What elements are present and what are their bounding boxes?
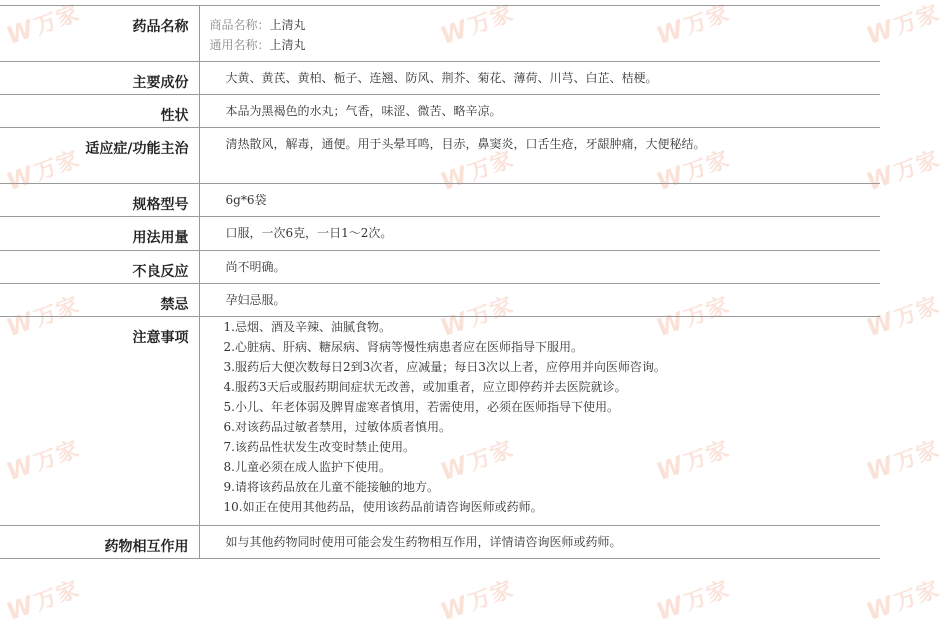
row-ingredients — [0, 62, 880, 95]
dosage-label: 用法用量 — [0, 217, 199, 251]
watermark: W万家 — [436, 576, 518, 627]
watermark: W万家 — [652, 146, 734, 197]
watermark: W万家 — [2, 576, 84, 627]
row-drug-name — [0, 6, 880, 62]
row-adverse — [0, 251, 880, 284]
watermark: W万家 — [862, 292, 944, 343]
watermark: W万家 — [436, 146, 518, 197]
cautions-label: 注意事项 — [0, 317, 199, 526]
drug-name-value — [199, 6, 880, 62]
caution-item: 6.对该药品过敏者禁用，过敏体质者慎用。 — [223, 420, 451, 434]
watermark: W万家 — [862, 576, 944, 627]
appearance-label: 性状 — [0, 95, 199, 128]
caution-item: 1.忌烟、酒及辛辣、油腻食物。 — [223, 320, 391, 334]
caution-item: 3.服药后大便次数每日2到3次者，应减量；每日3次以上者，应停用并向医师咨询。 — [223, 360, 666, 374]
interactions-value: 如与其他药物同时使用可能会发生药物相互作用，详情请咨询医师或药师。 — [199, 526, 880, 559]
caution-item: 10.如正在使用其他药品，使用该药品前请咨询医师或药师。 — [223, 500, 543, 514]
watermark: W万家 — [436, 0, 518, 51]
watermark: W万家 — [436, 292, 518, 343]
row-interactions — [0, 526, 880, 559]
row-contraindications — [0, 284, 880, 317]
drug-name-label: 药品名称 — [0, 6, 199, 62]
caution-item: 8.儿童必须在成人监护下使用。 — [223, 460, 391, 474]
row-cautions — [0, 317, 880, 526]
spec-value: 6g*6袋 — [199, 184, 880, 217]
generic-name-prefix: 通用名称： — [209, 38, 270, 52]
adverse-value: 尚不明确。 — [199, 251, 880, 284]
indications-label: 适应症/功能主治 — [0, 128, 199, 184]
watermark: W万家 — [862, 146, 944, 197]
row-dosage — [0, 217, 880, 251]
contraindications-value: 孕妇忌服。 — [199, 284, 880, 317]
watermark: W万家 — [652, 0, 734, 51]
ingredients-label: 主要成份 — [0, 62, 199, 95]
interactions-label: 药物相互作用 — [0, 526, 199, 559]
adverse-label: 不良反应 — [0, 251, 199, 284]
watermark: W万家 — [862, 0, 944, 51]
drug-info-table — [0, 5, 880, 559]
row-indications — [0, 128, 880, 184]
watermark: W万家 — [2, 292, 84, 343]
indications-value: 清热散风，解毒，通便。用于头晕耳鸣，目赤，鼻窦炎，口舌生疮，牙龈肿痛，大便秘结。 — [199, 128, 880, 184]
row-appearance — [0, 95, 880, 128]
generic-name-value: 上清丸 — [269, 38, 306, 52]
watermark: W万家 — [436, 436, 518, 487]
watermark: W万家 — [862, 436, 944, 487]
watermark: W万家 — [652, 576, 734, 627]
watermark: W万家 — [652, 292, 734, 343]
caution-item: 2.心脏病、肝病、糖尿病、肾病等慢性病患者应在医师指导下服用。 — [223, 340, 583, 354]
dosage-value: 口服，一次6克，一日1～2次。 — [199, 217, 880, 251]
caution-item: 4.服药3天后或服药期间症状无改善，或加重者，应立即停药并去医院就诊。 — [223, 380, 627, 394]
watermark: W万家 — [2, 146, 84, 197]
ingredients-value: 大黄、黄芪、黄柏、栀子、连翘、防风、荆芥、菊花、薄荷、川芎、白芷、桔梗。 — [199, 62, 880, 95]
trade-name-line — [210, 15, 881, 35]
caution-item: 9.请将该药品放在儿童不能接触的地方。 — [223, 480, 439, 494]
caution-item: 7.该药品性状发生改变时禁止使用。 — [223, 440, 415, 454]
caution-item: 5.小儿、年老体弱及脾胃虚寒者慎用，若需使用，必须在医师指导下使用。 — [223, 400, 619, 414]
watermark: W万家 — [2, 436, 84, 487]
cautions-list — [224, 317, 881, 517]
row-spec — [0, 184, 880, 217]
appearance-value: 本品为黑褐色的水丸；气香，味涩、微苦、略辛凉。 — [199, 95, 880, 128]
generic-name-line — [210, 35, 881, 55]
cautions-value — [199, 317, 880, 526]
watermark: W万家 — [2, 0, 84, 51]
trade-name-value: 上清丸 — [269, 18, 306, 32]
watermark: W万家 — [652, 436, 734, 487]
trade-name-prefix: 商品名称： — [209, 18, 270, 32]
spec-label: 规格型号 — [0, 184, 199, 217]
contraindications-label: 禁忌 — [0, 284, 199, 317]
